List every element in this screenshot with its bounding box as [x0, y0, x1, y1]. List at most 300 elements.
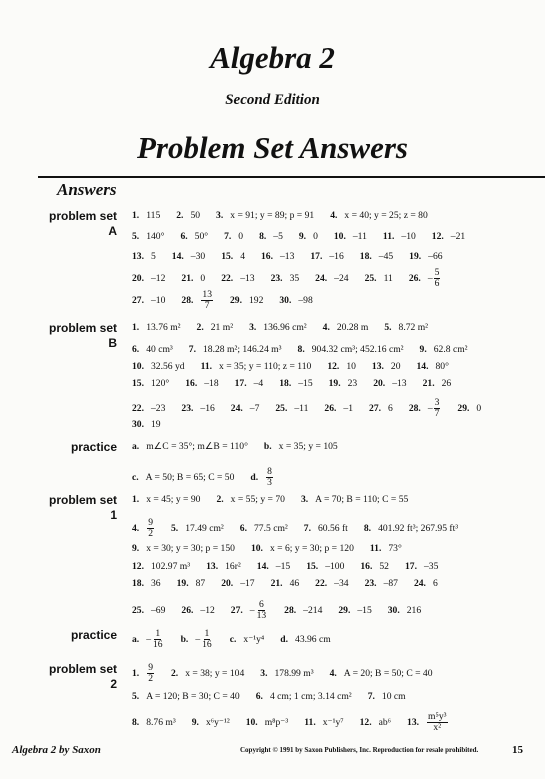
- answer-number: 14.: [171, 251, 184, 262]
- answer-number: 8.: [297, 344, 305, 355]
- answer-item: [407, 712, 448, 732]
- answer-row: [132, 361, 533, 372]
- answer-item: [132, 663, 155, 683]
- answer-value: x = 55; y = 70: [230, 494, 285, 505]
- answer-item: [323, 322, 369, 333]
- answer-item: [132, 251, 156, 262]
- answer-number: a.: [132, 441, 140, 452]
- answer-item: [177, 578, 206, 589]
- answer-sign: –: [427, 402, 433, 414]
- answer-item: [360, 561, 389, 572]
- fraction: [434, 398, 441, 418]
- answer-value: 20.28 m: [336, 322, 369, 333]
- answer-item: [221, 273, 254, 284]
- answer-number: 19.: [328, 378, 341, 389]
- answer-number: 26.: [181, 604, 194, 616]
- answer-number: 7.: [188, 344, 196, 355]
- answer-item: [132, 419, 161, 430]
- answer-value: 0: [200, 272, 206, 284]
- answer-number: 17.: [404, 561, 417, 572]
- section-label-line: 1: [110, 508, 117, 522]
- answer-item: [304, 717, 343, 728]
- answer-number: 16.: [260, 251, 273, 262]
- answer-number: 12.: [327, 361, 340, 372]
- answer-value: 8.72 m²: [398, 322, 429, 333]
- answer-value: –24: [334, 272, 349, 284]
- answer-number: 16.: [185, 378, 198, 389]
- answer-value: –15: [298, 378, 313, 389]
- answer-item: [405, 561, 438, 572]
- answer-value: x = 35; y = 110; z = 110: [219, 361, 312, 372]
- answer-sign: –: [146, 633, 151, 645]
- answer-number: 1.: [132, 667, 140, 679]
- answer-value: x⁻¹y⁷: [322, 716, 344, 728]
- answer-value: 120°: [151, 378, 170, 389]
- answer-value: 10: [346, 361, 356, 372]
- answer-number: 23.: [364, 578, 377, 589]
- answer-value: –35: [423, 561, 439, 572]
- answer-item: [231, 403, 260, 414]
- section-label-line: problem set: [48, 662, 117, 676]
- fraction: [152, 629, 164, 649]
- answer-number: 9.: [419, 344, 427, 355]
- answer-value: 136.96 cm²: [263, 322, 307, 333]
- answer-item: [279, 295, 312, 306]
- answer-value: 36: [151, 578, 161, 589]
- answer-value: –13: [392, 378, 407, 389]
- answer-value: –21: [450, 231, 466, 242]
- answer-item: [132, 629, 165, 649]
- answer-number: c.: [229, 633, 237, 645]
- answer-sign: –: [427, 272, 433, 284]
- answer-number: 21.: [181, 272, 194, 284]
- answer-value: –17: [240, 578, 255, 589]
- answer-row: [132, 322, 533, 333]
- answer-number: 6.: [239, 522, 247, 534]
- answer-number: 12.: [132, 561, 144, 572]
- answer-item: [329, 378, 358, 389]
- section-label: [0, 493, 117, 523]
- answer-value: m∠C = 35°; m∠B = 110°: [146, 441, 248, 452]
- answer-value: –1: [343, 402, 354, 414]
- answer-number: 19.: [409, 251, 422, 262]
- answer-value: 77.5 cm²: [254, 522, 288, 534]
- answer-item: [132, 378, 169, 389]
- answer-value: –15: [357, 604, 372, 616]
- answer-item: [330, 668, 433, 679]
- answer-number: 8.: [259, 231, 267, 242]
- answer-row: [132, 231, 533, 242]
- answer-item: [132, 717, 176, 728]
- edition-subtitle: Second Edition: [225, 92, 320, 108]
- answer-item: [457, 403, 481, 414]
- answer-item: [230, 295, 263, 306]
- answer-number: 14.: [256, 561, 269, 572]
- answer-value: –10: [401, 231, 416, 242]
- answer-item: [284, 605, 322, 616]
- answer-number: 17.: [310, 251, 323, 262]
- answer-item: [259, 231, 283, 242]
- answer-number: 5.: [132, 231, 140, 242]
- fraction-numerator: 5: [434, 267, 440, 278]
- answer-value: 0: [313, 231, 318, 242]
- answer-value: 115: [146, 210, 161, 221]
- answer-value: 140°: [146, 231, 165, 242]
- answer-number: 19.: [176, 578, 189, 589]
- answer-item: [383, 231, 416, 242]
- answer-item: [132, 543, 235, 554]
- answers-heading: Answers: [57, 180, 117, 199]
- answer-item: [240, 523, 288, 534]
- book-title: Algebra 2: [210, 40, 335, 75]
- answer-value: –69: [151, 604, 166, 616]
- answer-item: [315, 578, 348, 589]
- answer-number: 7.: [303, 522, 311, 534]
- answer-value: 50°: [194, 231, 209, 242]
- section-label-line: A: [108, 224, 117, 238]
- fraction: [256, 600, 268, 620]
- fraction: [201, 290, 213, 310]
- answer-value: 5: [151, 251, 156, 262]
- answer-number: 12.: [359, 716, 372, 728]
- section-label-line: 2: [110, 677, 117, 691]
- answer-number: 16.: [360, 561, 373, 572]
- answer-item: [360, 251, 393, 262]
- answer-number: 26.: [408, 272, 421, 284]
- answer-value: –100: [325, 561, 345, 572]
- answer-number: 6.: [132, 344, 140, 355]
- answer-item: [250, 467, 274, 487]
- answer-number: 26.: [324, 402, 337, 414]
- answer-number: 20.: [373, 378, 386, 389]
- answer-number: 27.: [369, 402, 382, 414]
- answer-item: [181, 605, 214, 616]
- answer-item: [260, 668, 313, 679]
- answer-item: [256, 691, 352, 702]
- answer-number: 4.: [322, 322, 330, 333]
- answer-value: 73°: [388, 543, 402, 554]
- answer-item: [249, 322, 307, 333]
- answer-row: [132, 441, 533, 452]
- answer-value: x = 6; y = 30; p = 120: [269, 543, 354, 554]
- answer-value: 102.97 m³: [151, 561, 191, 572]
- answer-row: [132, 494, 533, 505]
- answer-value: –11: [294, 402, 309, 414]
- answer-number: 3.: [300, 494, 309, 505]
- section-label-line: practice: [70, 628, 117, 642]
- answer-value: 32.56 yd: [151, 361, 185, 372]
- answer-number: 24.: [315, 272, 328, 284]
- section-label: [0, 321, 117, 351]
- header-rule: [38, 176, 545, 178]
- answer-value: 4: [240, 251, 245, 262]
- fraction-denominator: x²: [433, 721, 442, 733]
- answer-item: [132, 561, 190, 572]
- answer-value: –30: [190, 251, 206, 262]
- answer-number: 30.: [279, 294, 292, 306]
- answer-item: [315, 273, 348, 284]
- answer-value: x = 40; y = 25; z = 80: [344, 210, 428, 221]
- answer-value: 178.99 m³: [274, 667, 314, 679]
- answer-item: [132, 472, 234, 483]
- answer-number: 15.: [132, 378, 144, 389]
- answer-item: [132, 691, 240, 702]
- fraction-numerator: 3: [434, 397, 440, 408]
- fraction-denominator: 7: [434, 407, 440, 419]
- answer-number: 2.: [176, 210, 184, 221]
- answer-item: [132, 494, 200, 505]
- answer-item: [420, 344, 468, 355]
- answer-value: –16: [200, 402, 215, 414]
- answer-number: 23.: [181, 402, 194, 414]
- answer-number: 2.: [171, 667, 179, 679]
- answer-number: 10.: [245, 716, 258, 728]
- answer-number: 30.: [132, 419, 144, 430]
- answer-value: 10 cm: [381, 691, 406, 702]
- answer-number: 5.: [132, 691, 140, 702]
- fraction: [266, 467, 273, 487]
- answer-number: 1.: [132, 322, 140, 333]
- answer-value: –16: [329, 251, 344, 262]
- answer-number: 3.: [260, 667, 268, 679]
- fraction-denominator: 2: [148, 672, 153, 684]
- answer-value: –98: [298, 294, 313, 306]
- fraction-denominator: 7: [204, 299, 210, 311]
- answer-item: [365, 578, 398, 589]
- answer-value: 4 cm; 1 cm; 3.14 cm²: [269, 691, 352, 702]
- answer-value: –45: [378, 251, 394, 262]
- answer-number: 3.: [216, 210, 224, 221]
- answer-value: –12: [200, 604, 215, 616]
- answer-number: 1.: [132, 494, 140, 505]
- answer-value: 11: [383, 272, 393, 284]
- answer-row: [132, 629, 533, 649]
- answer-value: A = 70; B = 110; C = 55: [315, 494, 409, 505]
- answer-item: [388, 605, 421, 616]
- answer-number: 24.: [230, 402, 243, 414]
- answer-value: A = 20; B = 50; C = 40: [343, 667, 433, 679]
- answer-value: –34: [334, 578, 349, 589]
- answer-value: A = 120; B = 30; C = 40: [146, 691, 240, 702]
- answer-value: 401.92 ft³; 267.95 ft³: [378, 522, 459, 534]
- answer-value: –23: [151, 402, 166, 414]
- answer-item: [271, 578, 300, 589]
- answer-item: [365, 273, 393, 284]
- answer-value: x = 35; y = 105: [278, 441, 338, 452]
- answer-number: 29.: [229, 294, 242, 306]
- answer-number: 6.: [180, 231, 188, 242]
- answer-item: [185, 378, 218, 389]
- answer-row: [132, 419, 533, 430]
- answer-item: [271, 273, 300, 284]
- answer-value: 50: [190, 210, 201, 221]
- answer-item: [334, 231, 367, 242]
- answer-item: [132, 210, 160, 221]
- answer-row: [132, 561, 533, 572]
- answer-item: [132, 295, 165, 306]
- answer-number: 29.: [338, 604, 351, 616]
- answer-item: [216, 210, 314, 221]
- answer-value: 192: [248, 294, 264, 306]
- answer-item: [181, 290, 214, 310]
- fraction-denominator: 2: [148, 527, 153, 539]
- answer-item: [409, 398, 442, 418]
- answer-number: 24.: [413, 578, 426, 589]
- answer-number: 22.: [315, 578, 328, 589]
- answer-number: a.: [132, 633, 140, 645]
- answer-row: [132, 251, 533, 262]
- answer-value: –214: [303, 604, 323, 616]
- answer-number: 20.: [221, 578, 234, 589]
- answer-row: [132, 210, 533, 221]
- answer-item: [235, 378, 264, 389]
- answer-item: [132, 231, 164, 242]
- answer-value: 26: [441, 378, 452, 389]
- answer-value: 6: [432, 578, 438, 589]
- answer-row: [132, 268, 533, 288]
- answer-number: 2.: [196, 322, 204, 333]
- answer-number: 27.: [132, 294, 144, 306]
- answer-number: 28.: [181, 294, 194, 306]
- answer-number: 25.: [132, 604, 144, 616]
- answer-item: [372, 361, 401, 372]
- answer-item: [221, 251, 245, 262]
- answer-item: [432, 231, 465, 242]
- answer-item: [373, 378, 406, 389]
- answer-number: b.: [180, 633, 189, 645]
- answer-item: [171, 523, 224, 534]
- answer-value: 20: [390, 361, 401, 372]
- section-label: [0, 628, 117, 643]
- fraction-denominator: 6: [434, 277, 440, 289]
- answer-number: 17.: [234, 378, 247, 389]
- answer-value: ab⁶: [378, 716, 392, 728]
- answer-row: [132, 600, 533, 620]
- answer-item: [301, 494, 408, 505]
- answer-number: 10.: [250, 543, 263, 554]
- answer-value: 87: [195, 578, 206, 589]
- answer-value: –66: [428, 251, 443, 262]
- footer-copyright: Copyright © 1991 by Saxon Publishers, Inc. Reproduction for resale prohibited.: [240, 746, 479, 754]
- answer-item: [338, 605, 371, 616]
- answer-row: [132, 663, 533, 683]
- answer-number: 25.: [364, 272, 377, 284]
- answer-number: 8.: [363, 522, 372, 534]
- answer-item: [264, 441, 338, 452]
- answer-item: [132, 605, 165, 616]
- answer-item: [414, 578, 438, 589]
- answer-number: 30.: [387, 604, 400, 616]
- answer-item: [132, 273, 165, 284]
- answer-number: 15.: [221, 251, 234, 262]
- answer-value: 0: [476, 402, 482, 414]
- answer-item: [221, 578, 254, 589]
- answer-item: [257, 561, 290, 572]
- answer-item: [206, 561, 241, 572]
- answer-value: 35: [289, 272, 300, 284]
- fraction-numerator: 9: [148, 517, 153, 528]
- answer-item: [330, 210, 428, 221]
- answer-row: [132, 467, 533, 487]
- answer-item: [132, 578, 161, 589]
- answer-row: [132, 691, 533, 702]
- answer-sign: –: [195, 633, 201, 645]
- answer-number: 21.: [422, 378, 435, 389]
- answer-value: 52: [379, 561, 389, 572]
- answer-number: 18.: [359, 251, 372, 262]
- answer-item: [251, 543, 354, 554]
- answer-value: x = 45; y = 90: [146, 494, 201, 505]
- section-label: [0, 662, 117, 692]
- answer-number: 21.: [270, 578, 283, 589]
- answer-number: 29.: [457, 402, 470, 414]
- answer-number: 13.: [407, 716, 420, 728]
- page-number: 15: [512, 744, 523, 756]
- answer-row: [132, 578, 533, 589]
- answer-number: 13.: [132, 251, 144, 262]
- answer-item: [280, 634, 330, 645]
- fraction-numerator: m⁵y³: [428, 711, 447, 722]
- answer-item: [360, 717, 391, 728]
- answer-number: 27.: [230, 604, 243, 616]
- answer-number: 3.: [249, 322, 257, 333]
- answer-item: [384, 322, 428, 333]
- fraction-denominator: 13: [256, 609, 267, 621]
- answer-value: 216: [406, 604, 422, 616]
- answer-value: 40 cm³: [146, 344, 173, 355]
- answer-number: 5.: [171, 522, 179, 534]
- answer-number: 28.: [408, 402, 421, 414]
- answer-number: 1.: [132, 210, 140, 221]
- answer-item: [172, 251, 205, 262]
- answer-value: 21 m²: [210, 322, 234, 333]
- answer-value: x⁻¹y⁴: [243, 633, 265, 645]
- answer-item: [423, 378, 452, 389]
- answer-value: x = 91; y = 89; p = 91: [230, 210, 315, 221]
- answer-item: [324, 403, 353, 414]
- answer-number: 4.: [329, 667, 337, 679]
- answer-item: [171, 668, 244, 679]
- answer-item: [231, 600, 268, 620]
- answer-row: [132, 518, 533, 538]
- answer-item: [181, 629, 214, 649]
- answer-value: –4: [253, 378, 264, 389]
- answer-value: 6: [388, 402, 393, 414]
- answer-value: 904.32 cm³; 452.16 cm²: [311, 344, 404, 355]
- fraction-numerator: 1: [155, 628, 161, 639]
- answer-item: [364, 523, 458, 534]
- answer-number: b.: [263, 441, 272, 452]
- fraction-numerator: 8: [267, 466, 272, 477]
- answer-value: 19: [151, 419, 161, 430]
- answer-number: 28.: [284, 604, 297, 616]
- answer-item: [370, 543, 402, 554]
- answer-number: 4.: [330, 210, 338, 221]
- answer-item: [132, 403, 165, 414]
- answer-sign: –: [249, 604, 255, 616]
- answer-value: 0: [238, 231, 244, 242]
- answer-number: 14.: [416, 361, 429, 372]
- fraction-numerator: 9: [148, 662, 153, 673]
- answer-item: [216, 494, 284, 505]
- answer-item: [132, 361, 185, 372]
- section-label-line: problem set: [48, 209, 117, 223]
- section-label: [0, 209, 117, 239]
- answer-value: 46: [289, 578, 300, 589]
- answer-number: d.: [250, 471, 259, 483]
- answer-number: 9.: [298, 231, 307, 242]
- section-label-line: B: [108, 336, 117, 350]
